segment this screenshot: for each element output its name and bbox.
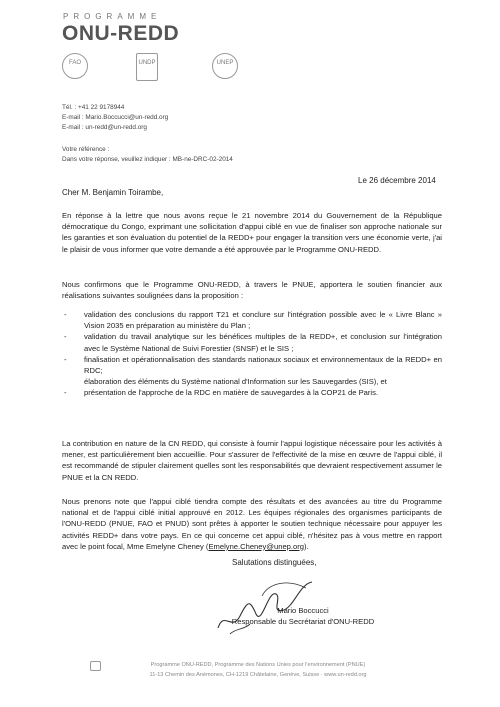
partner-logos bbox=[62, 53, 240, 81]
footer-line-2: 11-13 Chemin des Anémones, CH-1219 Châtelaine, Genève, Suisse · www.un-redd.org bbox=[149, 672, 367, 678]
signer-title: Responsable du Secrétariat d'ONU-REDD bbox=[231, 617, 375, 626]
list-item: - présentation de l'approche de la RDC en matière de sauvegardes à la COP21 de Paris. bbox=[62, 387, 442, 398]
undp-logo-icon: UNDP bbox=[136, 53, 158, 81]
salutation: Cher M. Benjamin Toirambe, bbox=[62, 188, 164, 197]
signer-block bbox=[228, 605, 378, 627]
programme-label: PROGRAMME bbox=[63, 12, 162, 21]
letter-date: Le 26 décembre 2014 bbox=[358, 176, 436, 185]
list-item: élaboration des éléments du Système national d'Information sur les Sauvegardes (SIS), et bbox=[84, 377, 387, 387]
reference-label: Votre référence : bbox=[62, 146, 110, 153]
paragraph-intro: En réponse à la lettre que nous avons reçue le 21 novembre 2014 du Gouvernement de la République démocratique du Congo, exprimant une sollicitation d'appui ciblé en vue de finaliser son approche nationale sur les garanties et son évaluation du potentiel de la REDD+ pour engager la transition vers une économie verte, j'ai le plaisir de vous informer que votre demande a été approuvée par le Programme ONU-REDD. bbox=[62, 211, 442, 254]
list-item: - finalisation et opérationnalisation des standards nationaux sociaux et environnementaux de la REDD+ en RDC; bbox=[62, 354, 442, 376]
footer bbox=[88, 660, 428, 680]
unep-logo-icon: UNEP bbox=[212, 53, 238, 79]
closing: Salutations distinguées, bbox=[232, 558, 317, 567]
reference-block bbox=[62, 145, 233, 165]
contact-tel: Tél. : +41 22 9178944 bbox=[62, 104, 125, 111]
signer-name: Mario Boccucci bbox=[277, 606, 329, 615]
reference-line: Dans votre réponse, veuillez indiquer : MB-ne-DRC-02-2014 bbox=[62, 156, 233, 163]
paragraph-support: Nous prenons note que l'appui ciblé tiendra compte des résultats et des avancées au titre du Programme national et de l'appui ciblé initial approuvé en 2012. Les équipes régionales des organismes participants de l'ONU-REDD (PNUE, FAO et PNUD) sont prêtes à apporter le soutien technique nécessaire pour appuyer les activités REDD+ dans votre pays. En ce qui concerne cet appui ciblé, n'hésitez pas à vous mettre en rapport avec le point focal, Mme Emelyne Cheney (Emelyne.Cheney@unep.org). bbox=[62, 497, 442, 551]
focal-point-email-link[interactable]: Emelyne.Cheney@unep.org bbox=[208, 541, 304, 551]
contact-email: E-mail : Mario.Boccucci@un-redd.org bbox=[62, 114, 169, 121]
fao-logo-icon: FAO bbox=[62, 53, 88, 79]
contact-block bbox=[62, 103, 168, 133]
list-item: - validation du travail analytique sur les bénéfices multiples de la REDD+, et conclusion sur l'intégration avec le Système National de Suivi Forestier (SNSF) et le SIS ; bbox=[62, 331, 442, 353]
contact-email-general: E-mail : un-redd@un-redd.org bbox=[62, 124, 147, 131]
paragraph-contribution: La contribution en nature de la CN REDD, qui consiste à fournir l'appui logistique nécessaire pour les activités à mener, est particulièrement bien accueillie. Pour s'assurer de l'effectivité de la mise en œuvre de l'appui ciblé, il est recommandé de stipuler clairement quelles sont les responsabilités que devraient respectivement assumer le PNUE et la CN REDD. bbox=[62, 439, 442, 482]
brand-title: ONU-REDD bbox=[62, 22, 180, 45]
list-item: - validation des conclusions du rapport T21 et conclure sur l'intégration possible avec le « Livre Blanc » Vision 2035 en préparation au ministère du Plan ; bbox=[62, 309, 442, 331]
activities-list bbox=[62, 309, 442, 399]
footer-line-1: Programme ONU-REDD, Programme des Nations Unies pour l'environnement (PNUE) bbox=[150, 662, 366, 668]
paragraph-confirmation: Nous confirmons que le Programme ONU-REDD, à travers le PNUE, apportera le soutien financier aux réalisations suivantes soulignées dans la proposition : bbox=[62, 280, 442, 301]
